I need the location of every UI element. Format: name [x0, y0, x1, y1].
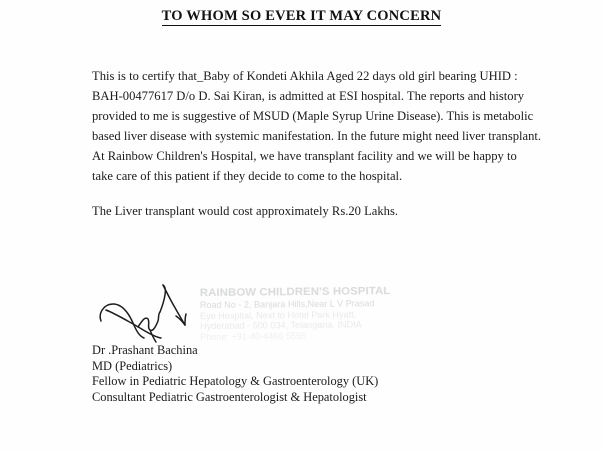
stamp-phone: Phone: +91-40-4466 5555: [200, 330, 307, 342]
body-paragraph: [92, 66, 542, 186]
hospital-stamp: [200, 285, 416, 343]
signer-name: Dr .Prashant Bachina: [92, 343, 198, 357]
body-line: provided to me is suggestive of MSUD (Maple Syrup Urine Disease). This is metabolic: [92, 109, 534, 123]
signature-scribble-icon: [92, 283, 212, 345]
body-line: based liver disease with systemic manifestation. In the future might need liver transplant.: [92, 129, 542, 143]
cost-line: The Liver transplant would cost approximately Rs.20 Lakhs.: [92, 204, 399, 218]
body-line: take care of this patient if they decide to come to the hospital.: [92, 169, 403, 183]
signer-fellowship: Fellow in Pediatric Hepatology & Gastroenterology (UK): [92, 374, 379, 389]
page-title: [0, 8, 603, 25]
stamp-address-line-1: Road No - 2, Banjara Hills,Near L V Prasad: [199, 298, 375, 311]
signer-qualification: MD (Pediatrics): [92, 358, 173, 373]
page-title-text: TO WHOM SO EVER IT MAY CONCERN: [161, 8, 442, 24]
signer-details: [92, 343, 422, 405]
signer-designation: Consultant Pediatric Gastroenterologist & Hepatologist: [92, 389, 367, 404]
body-line: BAH-00477617 D/o D. Sai Kiran, is admitted at ESI hospital. The reports and history: [92, 89, 525, 103]
body-line: At Rainbow Children's Hospital, we have transplant facility and we will be happy to: [92, 149, 517, 163]
stamp-address-line-3: Hyderabad - 500 034, Telangana, INDIA: [200, 319, 362, 332]
body-line: This is to certify that_Baby of Kondeti Akhila Aged 22 days old girl bearing UHID :: [92, 69, 518, 83]
cost-paragraph: [92, 201, 522, 221]
stamp-organization: RAINBOW CHILDREN'S HOSPITAL: [199, 285, 391, 300]
stamp-address-line-2: Eye Hospital, Next to Hotel Park Hyatt,: [199, 309, 357, 321]
